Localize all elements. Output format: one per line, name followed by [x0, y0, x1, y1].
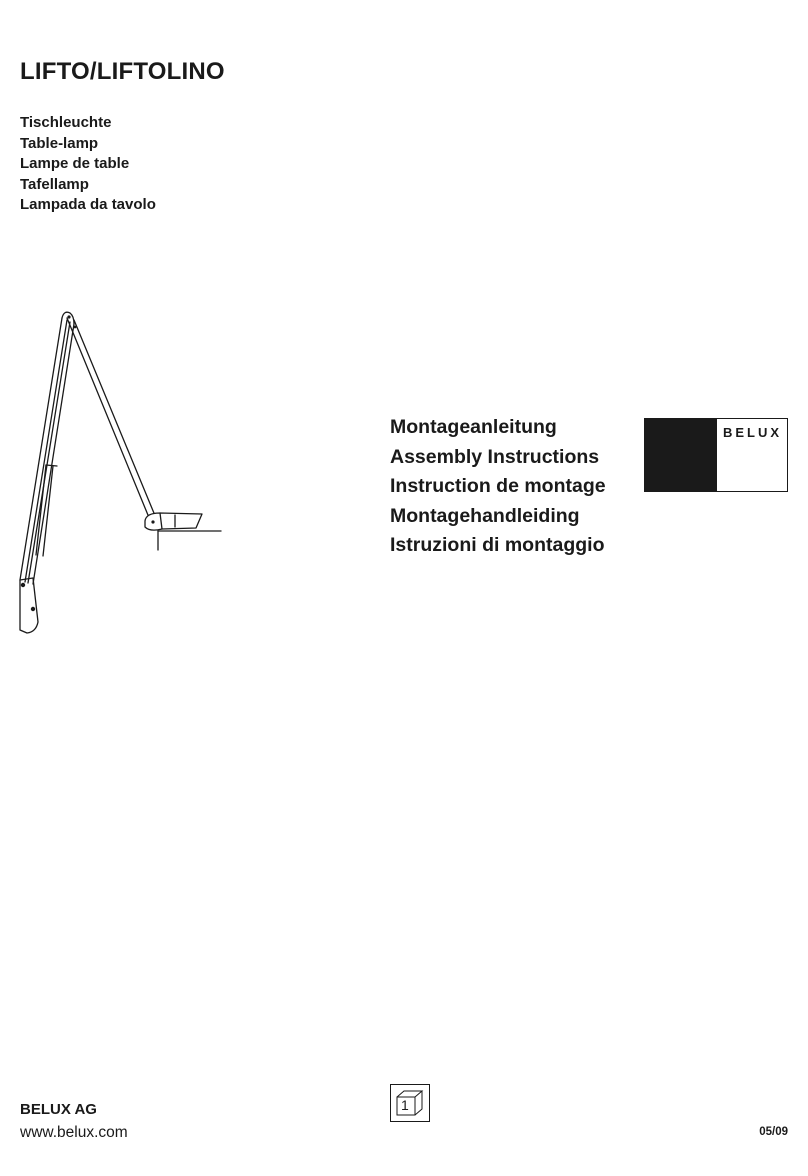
instructions-de: Montageanleitung [390, 416, 557, 438]
page-number: 1 [401, 1097, 409, 1113]
instructions-en: Assembly Instructions [390, 445, 600, 468]
cube-icon [395, 1089, 425, 1117]
product-type-list [20, 113, 156, 216]
page-number-box [390, 1084, 430, 1122]
company-name: BELUX AG [20, 1101, 97, 1118]
product-type-en: Table-lamp [20, 134, 99, 152]
document-title: LIFTO/LIFTOLINO [20, 58, 225, 85]
edition-date: 05/09 [759, 1126, 788, 1138]
product-type-de: Tischleuchte [20, 114, 112, 131]
assembly-instructions-list [390, 413, 606, 561]
logo-text: BELUX [722, 425, 782, 440]
product-type-fr: Lampe de table [20, 155, 130, 172]
belux-logo [644, 418, 788, 492]
logo-black-block [645, 419, 717, 491]
instructions-nl: Montagehandleiding [390, 504, 580, 527]
instructions-fr: Instruction de montage [390, 475, 606, 497]
lamp-illustration-icon [0, 300, 240, 645]
website-url: www.belux.com [20, 1124, 128, 1141]
product-type-it: Lampada da tavolo [20, 196, 156, 213]
instructions-it: Istruzioni di montaggio [390, 534, 605, 556]
product-type-nl: Tafellamp [20, 175, 89, 193]
